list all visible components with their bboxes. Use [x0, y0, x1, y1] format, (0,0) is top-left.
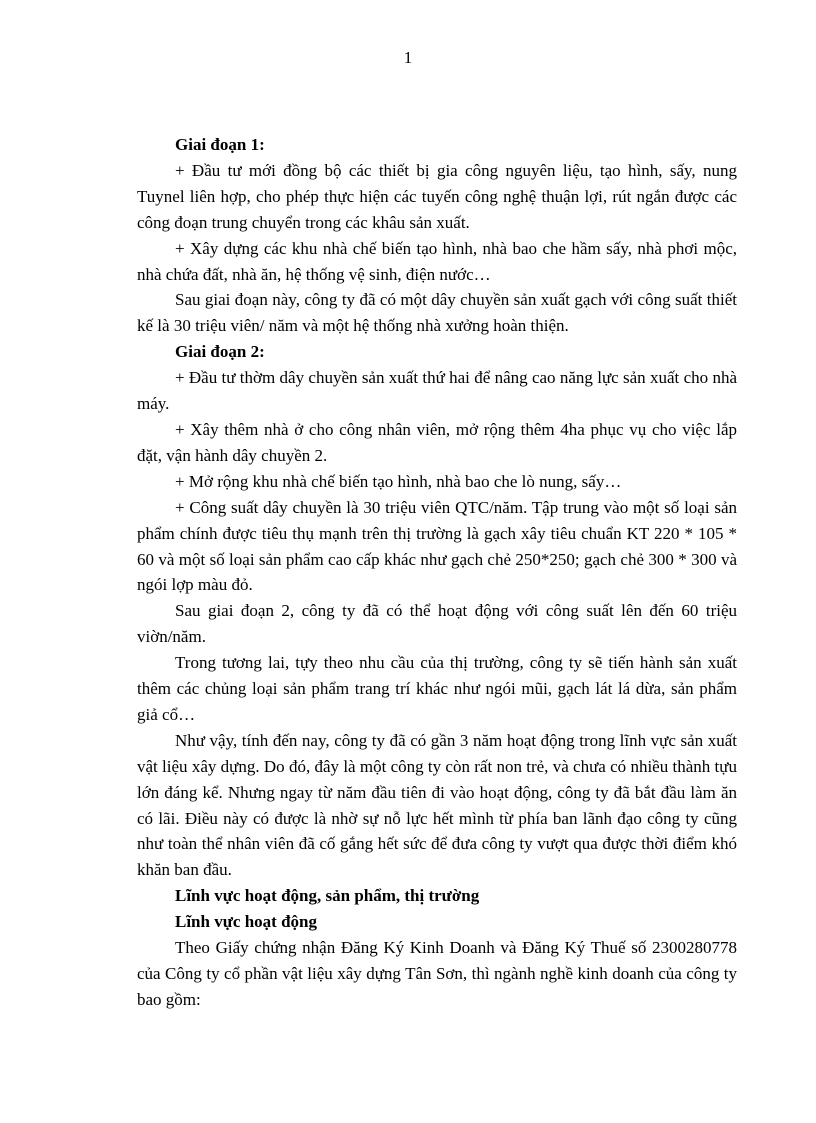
- paragraph: Trong tương lai, tựy theo nhu cầu của thị trường, công ty sẽ tiến hành sản xuất thêm các chủng loại sản phẩm trang trí khác như ngói mũi, gạch lát lá dừa, sản phẩm giả cổ…: [137, 653, 737, 724]
- document-body: [137, 132, 737, 1013]
- paragraph: + Đầu tư thờm dây chuyền sản xuất thứ hai để nâng cao năng lực sản xuất cho nhà máy.: [137, 368, 737, 414]
- paragraph: + Mở rộng khu nhà chế biến tạo hình, nhà bao che lò nung, sấy…: [175, 471, 622, 491]
- paragraph: Theo Giấy chứng nhận Đăng Ký Kinh Doanh và Đăng Ký Thuế số 2300280778 của Công ty cổ phần vật liệu xây dựng Tân Sơn, thì ngành nghề kinh doanh của công ty bao gồm:: [137, 938, 737, 1009]
- paragraph: Sau giai đoạn 2, công ty đã có thể hoạt động với công suất lên đến 60 triệu viờn/năm.: [137, 601, 737, 647]
- paragraph: + Xây thêm nhà ở cho công nhân viên, mở rộng thêm 4ha phục vụ cho việc lắp đặt, vận hành dây chuyền 2.: [137, 419, 737, 465]
- subsection-heading-business-field: Lĩnh vực hoạt động: [175, 912, 317, 932]
- page-number: 1: [403, 48, 413, 67]
- section-heading-business-areas: Lĩnh vực hoạt động, sản phẩm, thị trường: [175, 886, 480, 906]
- paragraph: + Đầu tư mới đồng bộ các thiết bị gia công nguyên liệu, tạo hình, sấy, nung Tuynel liên hợp, cho phép thực hiện các tuyến công nghệ thuận lợi, rút ngắn được các công đoạn trung chuyển trong các khâu sản xuất.: [137, 160, 737, 232]
- paragraph: + Xây dựng các khu nhà chế biến tạo hình, nhà bao che hầm sấy, nhà phơi mộc, nhà chứa đất, nhà ăn, hệ thống vệ sinh, điện nước…: [137, 238, 737, 284]
- section-heading-phase-1: Giai đoạn 1:: [175, 135, 265, 154]
- section-heading-phase-2: Giai đoạn 2:: [175, 342, 265, 362]
- paragraph: Sau giai đoạn này, công ty đã có một dây chuyền sản xuất gạch với công suất thiết kế là 30 triệu viên/ năm và một hệ thống nhà xưởng hoàn thiện.: [137, 290, 737, 336]
- paragraph: Như vậy, tính đến nay, công ty đã có gần 3 năm hoạt động trong lĩnh vực sản xuất vật liệu xây dựng. Do đó, đây là một công ty còn rất non trẻ, và chưa có nhiều thành tựu lớn đáng kể. Nhưng ngay từ năm đầu tiên đi vào hoạt động, công ty đã bắt đầu làm ăn có lãi. Điều này có được là nhờ sự nỗ lực hết mình từ phía ban lãnh đạo công ty cũng như toàn thể nhân viên đã cố gắng hết sức để đưa công ty vượt qua được thời điểm khó khăn ban đầu.: [137, 730, 737, 880]
- paragraph: + Công suất dây chuyền là 30 triệu viên QTC/năm. Tập trung vào một số loại sản phẩm chính được tiêu thụ mạnh trên thị trường là gạch xây tiêu chuẩn KT 220 * 105 * 60 và một số loại sản phẩm cao cấp khác như gạch chẻ 250*250; gạch chẻ 300 * 300 và ngói lợp màu đỏ.: [137, 497, 737, 595]
